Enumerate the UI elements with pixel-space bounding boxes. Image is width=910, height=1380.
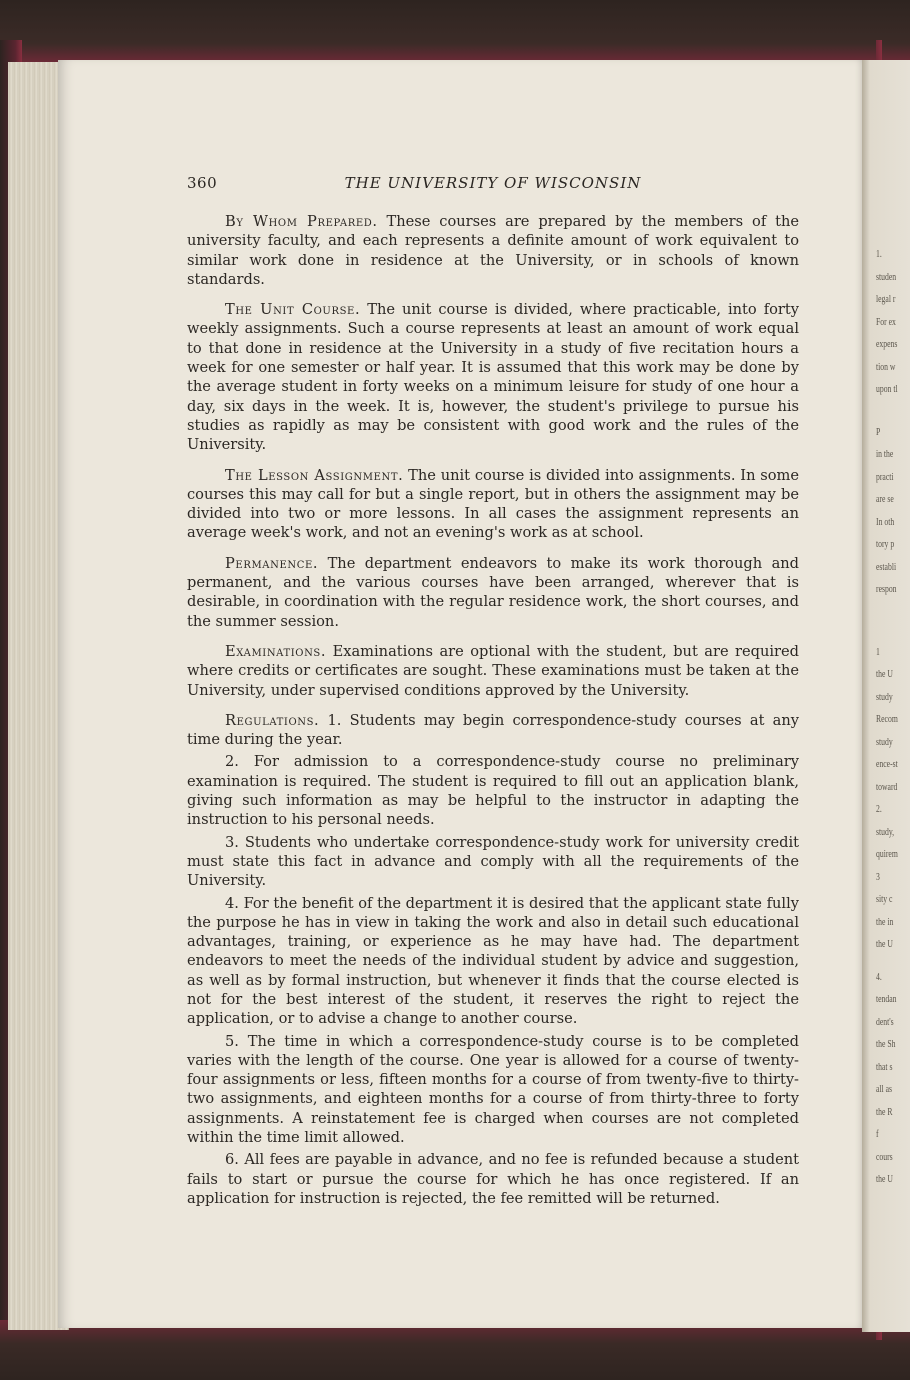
regulation-text: 3. Students who undertake correspondence-study work for university credit must state this fact in advance and comply with all the requirements of the University. [187, 833, 799, 890]
book-cover-bottom [0, 1320, 910, 1380]
facing-page-fragment: the in [876, 915, 894, 928]
section-text: Examinations are optional with the student, but are required where credits or certificates are sought. These examinations must be taken at the University, under supervised conditions approved by the University. [187, 642, 800, 699]
section-text: The unit course is divided, where practicable, into forty weekly assignments. Such a course represents at least an amount of work equal to that done in residence at the University in a study of five recitation hours a week for one semester or half year. It is assumed that this work may be done by the average student in forty weeks on a minimum leisure for study of one hour a day, six days in the week. It is, however, the student's privilege to pursue his studies as rapidly as may be consistent with good work and the rules of the University. [187, 301, 799, 454]
running-title: THE UNIVERSITY OF WISCONSIN [344, 174, 642, 192]
page-number: 360 [187, 174, 218, 192]
regulation-item [187, 711, 799, 750]
facing-page-fragment: study [876, 690, 893, 703]
facing-page-fragment: tory p [876, 538, 895, 550]
regulation-text: 1. Students may begin correspondence-study courses at any time during the year. [187, 711, 799, 749]
facing-page-fragment: the R [876, 1105, 893, 1118]
facing-page-fragment: Recom [876, 713, 898, 725]
facing-page-fragment: are se [876, 493, 894, 505]
facing-page-fragment: establi [876, 560, 897, 573]
paragraph-lesson-assignment [187, 466, 799, 543]
facing-page-fragment: cours [876, 1150, 893, 1163]
page-body [187, 212, 799, 1211]
facing-page-fragment: 1. [876, 248, 882, 260]
facing-page-fragment: the U [876, 938, 893, 950]
facing-page-fragment: upon tl [876, 383, 898, 395]
facing-page-edge [862, 60, 910, 1332]
regulation-text: 6. All fees are payable in advance, and no fee is refunded because a student fails to start or pursue the course for which he has once registered. If an application for instruction is rejected, the fee remitted will be returned. [187, 1151, 799, 1207]
facing-page-fragment: 1 [876, 645, 880, 658]
paragraph-by-whom-prepared [187, 212, 799, 289]
facing-page-fragment: 3 [876, 870, 880, 883]
facing-page-fragment: study [876, 735, 893, 748]
section-heading: Regulations. [225, 711, 320, 729]
paragraph-examinations [187, 642, 799, 700]
regulation-text: 2. For admission to a correspondence-study course no preliminary examination is required. The student is required to fill out an application blank, giving such information as may be helpful to the instructor in adapting the instruction to his personal needs. [187, 753, 799, 829]
facing-page-fragment: studen [876, 270, 897, 283]
facing-page-fragment: all as [876, 1083, 893, 1095]
facing-page-fragment: practi [876, 470, 894, 483]
facing-page-fragment: the U [876, 1173, 893, 1185]
facing-page-fragment: respon [876, 583, 897, 595]
facing-page-fragment: For ex [876, 315, 896, 328]
paragraph-permanence [187, 554, 799, 631]
paragraph-unit-course [187, 300, 799, 454]
regulation-item [187, 752, 799, 829]
facing-page-fragment: legal r [876, 293, 896, 305]
facing-page-fragment: in the [876, 448, 894, 460]
page-header [187, 174, 799, 196]
regulation-item [187, 1032, 799, 1148]
facing-page-fragment: quirem [876, 848, 898, 860]
facing-page-fragment: tion w [876, 360, 896, 373]
book-cover-top [0, 0, 910, 62]
facing-page-fragment: expens [876, 338, 898, 350]
facing-page-fragment: ence-st [876, 758, 898, 770]
facing-page-fragment: the Sh [876, 1038, 896, 1050]
facing-page-fragment: study, [876, 825, 895, 838]
facing-page-fragment: dent's [876, 1015, 894, 1028]
regulation-item [187, 1150, 799, 1208]
facing-page-fragment: f [876, 1128, 879, 1140]
section-heading: By Whom Prepared. [225, 213, 378, 230]
facing-page-fragment: P [876, 425, 881, 438]
regulation-text: 4. For the benefit of the department it is desired that the applicant state fully the purpose he has in view in taking the work and also in detail such educational advantages, training, or experience as he may have had. The department endeavors to meet the needs of the individual student by advice and suggestion, as well as by formal instruction, but whenever it finds that the course elected is not for the best interest of the student, it reserves the right to reject the application, or to advise a change to another course. [187, 894, 799, 1028]
facing-page-fragment: In oth [876, 515, 895, 528]
section-heading: The Lesson Assignment. [225, 466, 404, 484]
facing-page-fragment: that s [876, 1060, 893, 1073]
facing-page-fragment: toward [876, 780, 898, 793]
regulation-item [187, 894, 799, 1029]
facing-page-fragment: the U [876, 668, 893, 680]
facing-page-fragment: sity c [876, 893, 893, 905]
facing-page-fragment: 4. [876, 970, 882, 983]
section-text: These courses are prepared by the members of the university faculty, and each represents a definite amount of work equivalent to similar work done in residence at the University, or in schools of known standards. [187, 213, 800, 288]
regulation-text: 5. The time in which a correspondence-study course is to be completed varies with the length of the course. One year is allowed for a course of twenty-four assignments or less, fifteen months for a course of from twenty-five to thirty-two assignments, and eighteen months for a course of from thirty-three to forty assignments. A reinstatement fee is charged when courses are not completed within the time limit allowed. [187, 1032, 799, 1147]
regulation-item [187, 833, 799, 891]
section-heading: Examinations. [225, 642, 327, 660]
section-text: The unit course is divided into assignments. In some courses this may call for but a single report, but in others the assignment may be divided into two or more lessons. In all cases the assignment represents an average week's work, and not an evening's work as at school. [187, 466, 800, 542]
section-heading: The Unit Course. [225, 301, 361, 319]
section-text: The department endeavors to make its work thorough and permanent, and the various courses have been arranged, wherever that is desirable, in coordination with the regular residence work, the short courses, and the summer session. [187, 554, 800, 630]
facing-page-fragment: 2. [876, 803, 882, 815]
facing-page-fragment: tendan [876, 993, 897, 1005]
section-heading: Permanence. [225, 554, 319, 572]
